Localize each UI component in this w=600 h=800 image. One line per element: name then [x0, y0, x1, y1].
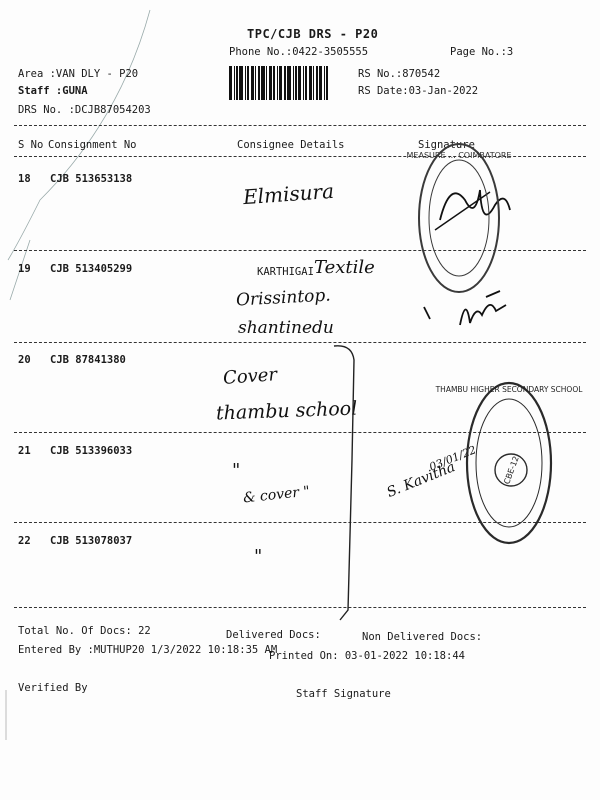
row-consignment: CJB 513653138 — [50, 173, 133, 185]
row-handwriting: " — [254, 546, 263, 567]
handwritten-bracket — [330, 340, 370, 630]
row-consignment: CJB 513405299 — [50, 263, 133, 275]
row-sno: 19 — [18, 263, 31, 275]
svg-text:CBE-12: CBE-12 — [502, 454, 521, 486]
header-divider — [14, 125, 586, 126]
staff-signature: Staff Signature — [296, 688, 391, 700]
printed-on: Printed On: 03-01-2022 10:18:44 — [269, 650, 465, 662]
row-handwriting: " — [232, 460, 241, 481]
handwritten-signature-date: 03/01/22 — [427, 443, 479, 474]
verified-by: Verified By — [18, 682, 88, 694]
report-title: TPC/CJB DRS - P20 — [247, 27, 379, 41]
barcode — [229, 66, 349, 100]
footer-divider — [14, 607, 586, 608]
row-handwriting: Cover — [222, 364, 278, 389]
total-docs: Total No. Of Docs: 22 — [18, 625, 151, 637]
rs-date: RS Date:03-Jan-2022 — [358, 85, 479, 97]
drs-number: DRS No. :DCJB87054203 — [18, 104, 151, 116]
handwritten-signature-name: S. Kavitha — [384, 459, 458, 501]
col-consignment-header: Consignment No — [48, 139, 137, 151]
row-handwriting: Elmisura — [242, 178, 335, 210]
col-signature-header: Signature — [418, 139, 475, 151]
row-sno: 18 — [18, 173, 31, 185]
svg-text:THAMBU HIGHER SECONDARY SCHOOL: THAMBU HIGHER SECONDARY SCHOOL — [435, 385, 583, 394]
area-field: Area :VAN DLY - P20 — [18, 68, 139, 80]
staff-field: Staff :GUNA — [18, 85, 88, 97]
row-sno: 20 — [18, 354, 31, 366]
row-consignment: CJB 513078037 — [50, 535, 133, 547]
phone-number: Phone No.:0422-3505555 — [229, 46, 369, 58]
row-consignment: CJB 513396033 — [50, 445, 133, 457]
row-handwriting: Textile — [314, 257, 375, 278]
non-delivered-docs: Non Delivered Docs: — [362, 631, 483, 643]
rubber-stamp — [406, 138, 512, 298]
page-number: Page No.:3 — [450, 46, 514, 58]
col-consignee-header: Consignee Details — [237, 139, 345, 151]
row-sno: 21 — [18, 445, 31, 457]
entered-by: Entered By :MUTHUP20 1/3/2022 10:18:35 AM — [18, 644, 278, 656]
row-handwriting-line3: shantinedu — [238, 318, 334, 338]
row-sno: 22 — [18, 535, 31, 547]
row-consignment: CJB 87841380 — [50, 354, 126, 366]
delivered-docs: Delivered Docs: — [226, 629, 321, 641]
row-handwriting-line2: & cover " — [242, 483, 311, 507]
svg-text:MEASURE ... COIMBATORE: MEASURE ... COIMBATORE — [406, 151, 512, 160]
rs-number: RS No.:870542 — [358, 68, 441, 80]
row-handwriting-line2: Orissintop. — [235, 285, 332, 311]
col-sno-header: S No — [18, 139, 44, 151]
row-printed-name: KARTHIGAI — [257, 266, 314, 278]
row-handwriting-line2: thambu school — [215, 397, 358, 425]
